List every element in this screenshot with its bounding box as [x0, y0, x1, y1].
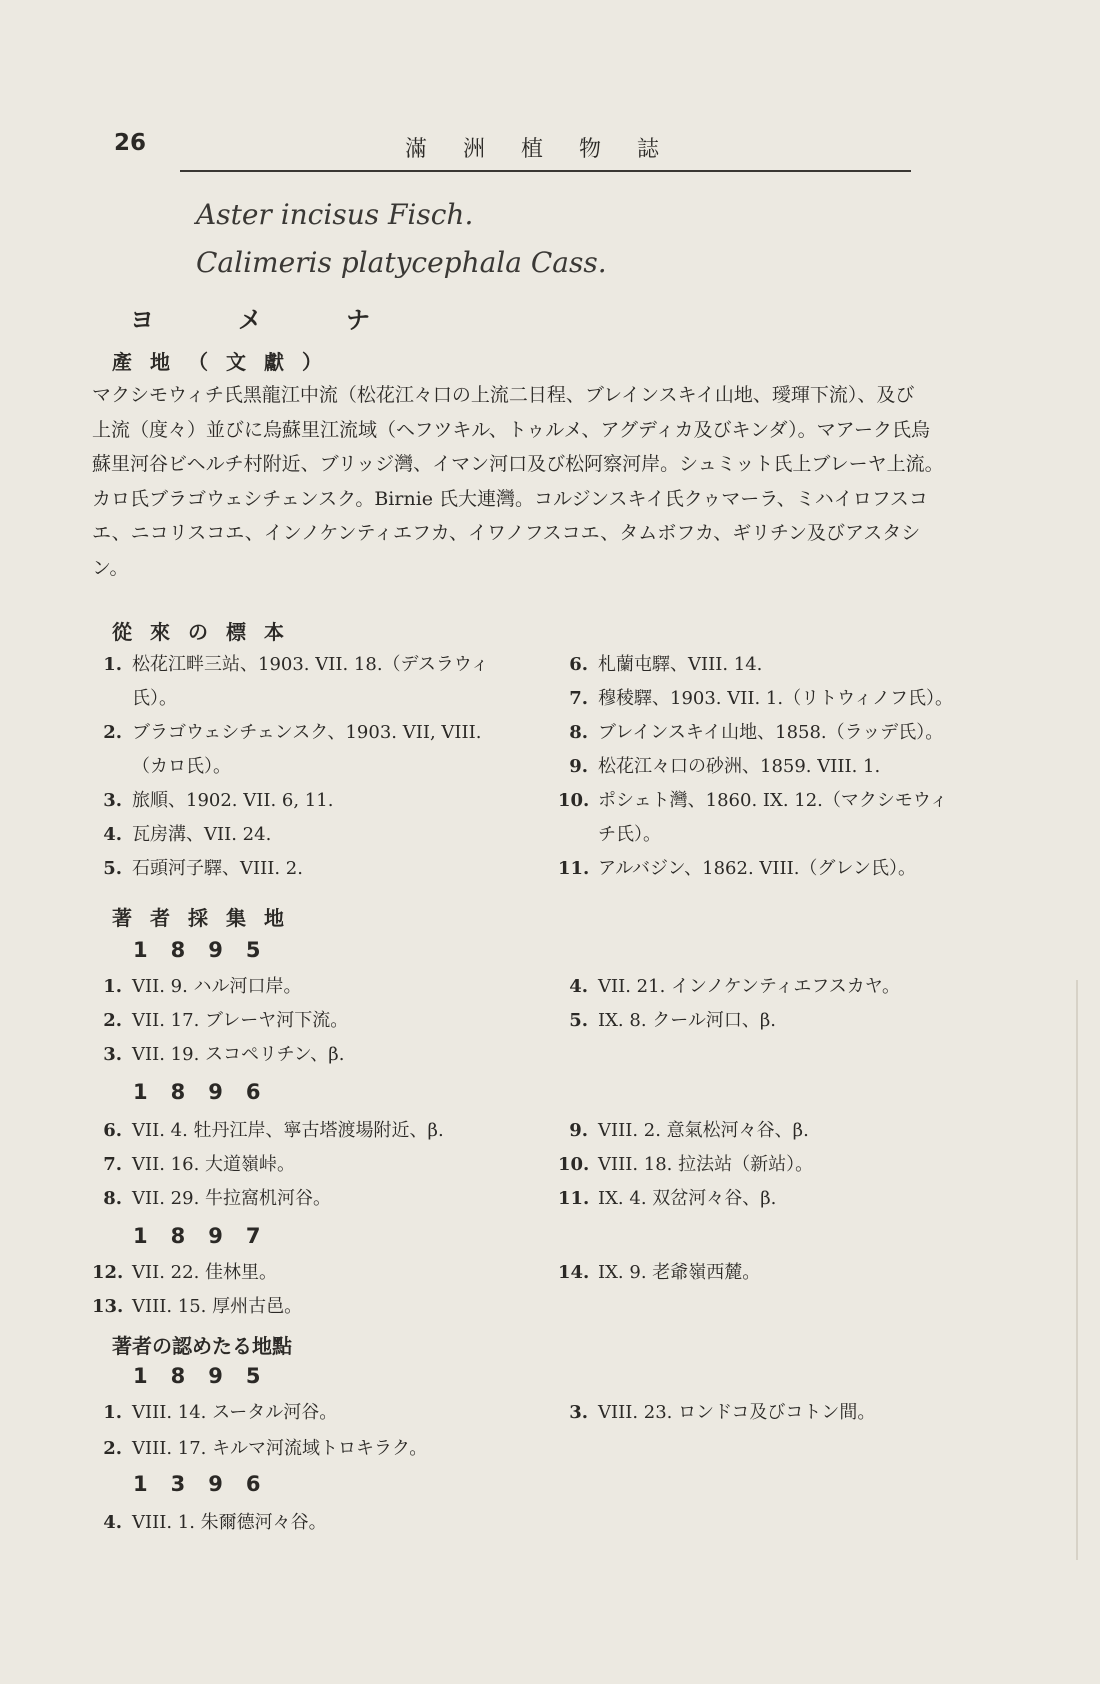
list-item: 10. ポシェト灣、1860. IX. 12.（マクシモウィ: [558, 790, 948, 811]
year-heading: 1895: [133, 938, 284, 962]
list-item: 4. VIII. 1. 朱爾德河々谷。: [103, 1512, 327, 1533]
list-item: 3. 旅順、1902. VII. 6, 11.: [103, 790, 334, 811]
list-item: 3. VII. 19. スコペリチン、β.: [103, 1044, 345, 1065]
year-heading: 1896: [133, 1080, 284, 1104]
locality-line: エ、ニコリスコエ、インノケンティエフカ、イワノフスコエ、タムボフカ、ギリチン及びアスタシ: [92, 522, 921, 544]
list-item: 8. ブレインスキイ山地、1858.（ラッデ氏）。: [569, 722, 944, 743]
list-item: 7. VII. 16. 大道嶺峠。: [103, 1154, 296, 1175]
list-item: 6. 札蘭屯驛、VIII. 14.: [569, 654, 763, 675]
section-locality: 產地（文獻）: [112, 350, 340, 374]
section-previous-specimens: 從來の標本: [112, 620, 302, 644]
list-item: （カロ氏）。: [132, 756, 231, 777]
list-item: 11. IX. 4. 双岔河々谷、β.: [558, 1188, 777, 1209]
list-item: 1. VIII. 14. スータル河谷。: [103, 1402, 338, 1423]
list-item: 10. VIII. 18. 拉法站（新站）。: [558, 1154, 814, 1175]
list-item: 11. アルバジン、1862. VIII.（グレン氏）。: [558, 858, 916, 879]
locality-paragraph: [92, 378, 1010, 585]
list-item: 氏）。: [132, 688, 177, 709]
section-collected: 著者採集地: [112, 906, 302, 930]
list-item: 4. VII. 21. インノケンティエフスカヤ。: [569, 976, 900, 997]
synonym-name: Calimeris platycephala Cass.: [196, 246, 607, 279]
list-item: 12. VII. 22. 佳林里。: [92, 1262, 278, 1283]
locality-line: 上流（度々）並びに烏蘇里江流域（ヘフツキル、トゥルメ、アグディカ及びキンダ）。マアーク氏烏: [92, 418, 930, 441]
list-item: 7. 穆稜驛、1903. VII. 1.（リトウィノフ氏）。: [569, 688, 954, 709]
header-rule: [180, 170, 911, 172]
year-heading: 1897: [133, 1224, 284, 1248]
list-item: 2. VIII. 17. キルマ河流域トロキラク。: [103, 1438, 428, 1459]
year-heading: 1396: [133, 1472, 284, 1496]
list-item: チ氏）。: [598, 824, 661, 845]
locality-line: ン。: [92, 556, 129, 579]
list-item: 9. 松花江々口の砂洲、1859. VIII. 1.: [569, 756, 881, 777]
list-item: 2. ブラゴウェシチェンスク、1903. VII, VIII.: [103, 722, 482, 743]
list-item: 3. VIII. 23. ロンドコ及びコトン間。: [569, 1402, 876, 1423]
list-item: 9. VIII. 2. 意氣松河々谷、β.: [569, 1120, 809, 1141]
locality-line: 蘇里河谷ビヘルチ村附近、ブリッジ灣、イマン河口及び松阿察河岸。シュミット氏上ブレーヤ上流。: [92, 453, 944, 475]
list-item: 8. VII. 29. 牛拉窩机河谷。: [103, 1188, 332, 1209]
running-header-title: 滿洲植物誌: [405, 137, 696, 162]
list-item: 14. IX. 9. 老爺嶺西麓。: [558, 1262, 761, 1283]
page-number: 26: [114, 130, 147, 156]
list-item: 1. VII. 9. ハル河口岸。: [103, 976, 302, 997]
list-item: 13. VIII. 15. 厚州古邑。: [92, 1296, 303, 1317]
list-item: 5. 石頭河子驛、VIII. 2.: [103, 858, 303, 879]
list-item: 2. VII. 17. ブレーヤ河下流。: [103, 1010, 349, 1031]
locality-line: カロ氏ブラゴウェシチェンスク。Birnie 氏大連灣。コルジンスキイ氏クゥマーラ、ミハイロフスコ: [92, 487, 928, 510]
list-item: 6. VII. 4. 牡丹江岸、寧古塔渡場附近、β.: [103, 1120, 444, 1141]
list-item: 4. 瓦房溝、VII. 24.: [103, 824, 272, 845]
page-edge-shadow: [1076, 980, 1078, 1560]
species-name: Aster incisus Fisch.: [196, 198, 474, 231]
year-heading: 1895: [133, 1364, 284, 1388]
list-item: 5. IX. 8. クール河口、β.: [569, 1010, 777, 1031]
list-item: 1. 松花江畔三站、1903. VII. 18.（デスラウィ: [103, 654, 489, 675]
japanese-name: ヨメナ: [130, 305, 454, 334]
section-recognized: 著者の認めたる地點: [112, 1334, 292, 1358]
locality-line: マクシモウィチ氏黑龍江中流（松花江々口の上流二日程、ブレインスキイ山地、璦琿下流）、及び: [92, 384, 915, 406]
